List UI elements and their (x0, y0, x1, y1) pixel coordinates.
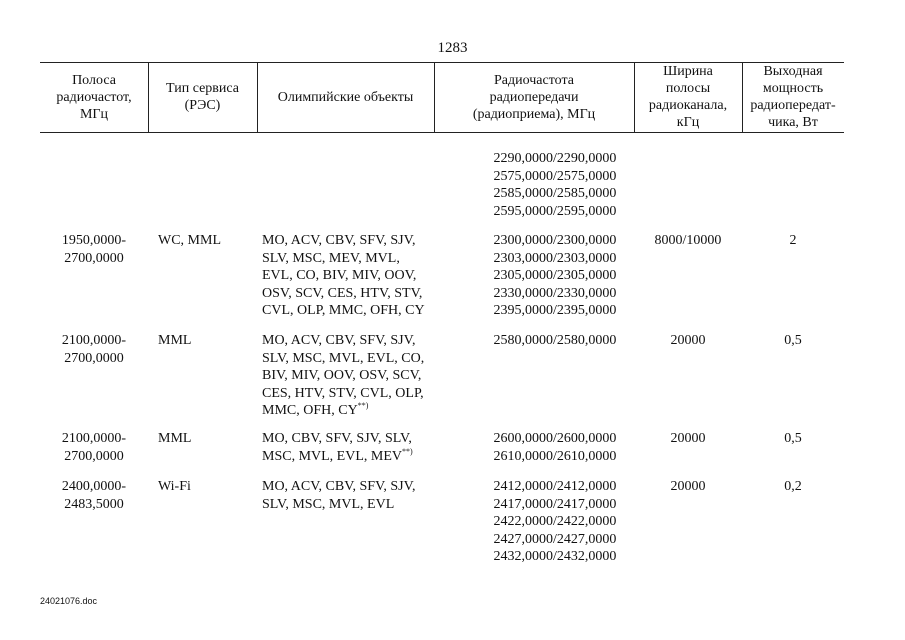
cell-channel-width: 8000/10000 (654, 233, 722, 248)
cell-frequencies: 2600,0000/2600,0000 2610,0000/2610,0000 (493, 431, 617, 464)
table-header-bottom-rule (40, 132, 844, 133)
cell-output-power: 0,5 (784, 333, 802, 348)
footnote-marker: **) (357, 401, 369, 410)
cell-output-power: 2 (789, 233, 797, 248)
cell-service: MML (158, 333, 192, 348)
header-service: Тип сервиса (РЭС) (166, 81, 239, 113)
cell-objects: MO, ACV, CBV, SFV, SJV, SLV, MSC, MEV, MVL, EVL, CO, BIV, MIV, OOV, OSV, SCV, CES, HTV, STV, CVL, OLP, MMC, OFH, CY (262, 233, 425, 318)
cell-band: 2100,0000- 2700,0000 (61, 333, 127, 366)
cell-output-power: 0,2 (784, 479, 802, 494)
cell-band: 1950,0000- 2700,0000 (61, 233, 127, 266)
continuation-frequencies: 2290,0000/2290,0000 2575,0000/2575,0000 2585,0000/2585,0000 2595,0000/2595,0000 (493, 151, 617, 219)
cell-band: 2400,0000- 2483,5000 (61, 479, 127, 512)
document-filename: 24021076.doc (40, 596, 98, 606)
cell-frequencies: 2412,0000/2412,0000 2417,0000/2417,0000 2422,0000/2422,0000 2427,0000/2427,0000 2432,0000/2432,0000 (493, 479, 617, 564)
cell-band: 2100,0000- 2700,0000 (61, 431, 127, 464)
cell-service: MML (158, 431, 192, 446)
header-output-power: Выходная мощность радиопередат- чика, Вт (750, 64, 836, 130)
header-objects: Олимпийские объекты (277, 89, 414, 105)
header-frequency: Радиочастота радиопередачи (радиоприема), МГц (472, 72, 596, 122)
cell-channel-width: 20000 (670, 333, 706, 348)
cell-output-power: 0,5 (784, 431, 802, 446)
cell-objects: MO, ACV, CBV, SFV, SJV, SLV, MSC, MVL, EVL, CO, BIV, MIV, OOV, OSV, SCV, CES, HTV, STV, CVL, OLP, MMC, OFH, CY**) (262, 333, 425, 418)
cell-objects: MO, CBV, SFV, SJV, SLV, MSC, MVL, EVL, MEV**) (262, 431, 413, 464)
cell-frequencies: 2300,0000/2300,0000 2303,0000/2303,0000 2305,0000/2305,0000 2330,0000/2330,0000 2395,0000/2395,0000 (493, 233, 617, 318)
cell-service: Wi-Fi (158, 479, 191, 494)
page-number: 1283 (437, 40, 468, 56)
cell-objects: MO, ACV, CBV, SFV, SJV, SLV, MSC, MVL, EVL (262, 479, 416, 512)
footnote-marker: **) (402, 446, 413, 456)
cell-channel-width: 20000 (670, 479, 706, 494)
cell-service: WC, MML (158, 233, 221, 248)
header-band: Полоса радиочастот, МГц (56, 72, 132, 122)
cell-frequencies: 2580,0000/2580,0000 (493, 333, 617, 348)
header-channel-width: Ширина полосы радиоканала, кГц (648, 64, 728, 130)
cell-channel-width: 20000 (670, 431, 706, 446)
